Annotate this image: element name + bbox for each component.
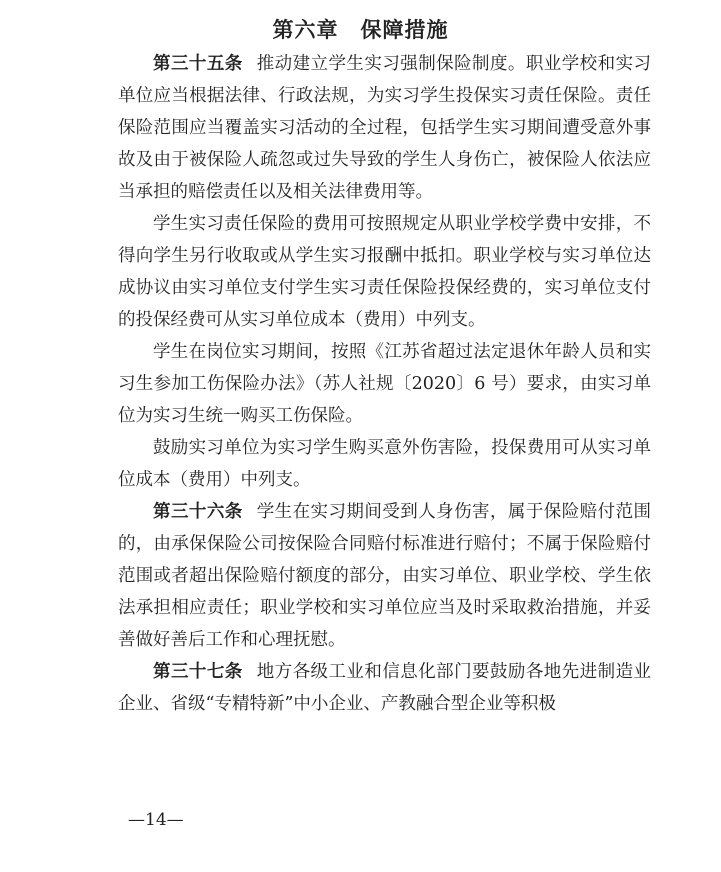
body-text bbox=[118, 48, 651, 720]
paragraph-insurance-fee bbox=[118, 208, 651, 336]
paragraph-text: 学生实习责任保险的费用可按照规定从职业学校学费中安排，不得向学生另行收取或从学生实习报酬中抵扣。职业学校与实习单位达成协议由实习单位支付学生实习责任保险投保经费的，实习单位支付的投保经费可从实习单位成本（费用）中列支。 bbox=[118, 214, 651, 330]
paragraph-text: 鼓励实习单位为实习学生购买意外伤害险，投保费用可从实习单位成本（费用）中列支。 bbox=[118, 438, 651, 490]
paragraph-text: 推动建立学生实习强制保险制度。职业学校和实习单位应当根据法律、行政法规，为实习学生投保实习责任保险。责任保险范围应当覆盖实习活动的全过程，包括学生实习期间遭受意外事故及由于被保险人疏忽或过失导致的学生人身伤亡，被保险人依法应当承担的赔偿责任以及相关法律费用等。 bbox=[118, 54, 652, 202]
paragraph-art37 bbox=[118, 656, 651, 720]
page-number: —14— bbox=[128, 810, 184, 830]
article-label-36: 第三十六条 bbox=[153, 502, 243, 522]
chapter-title: 第六章 保障措施 bbox=[272, 17, 449, 42]
paragraph-text: 地方各级工业和信息化部门要鼓励各地先进制造业企业、省级“专精特新”中小企业、产教融合型企业等积极 bbox=[118, 662, 652, 714]
paragraph-text: 学生在实习期间受到人身伤害，属于保险赔付范围的，由承保保险公司按保险合同赔付标准进行赔付；不属于保险赔付范围或者超出保险赔付额度的部分，由实习单位、职业学校、学生依法承担相应责任；职业学校和实习单位应当及时采取救治措施，并妥善做好善后工作和心理抚慰。 bbox=[118, 502, 652, 650]
paragraph-art35 bbox=[118, 48, 651, 208]
paragraph-art36 bbox=[118, 496, 651, 656]
paragraph-injury-insurance bbox=[118, 336, 651, 432]
article-label-37: 第三十七条 bbox=[153, 662, 243, 682]
article-label-35: 第三十五条 bbox=[153, 54, 243, 74]
paragraph-text: 学生在岗位实习期间，按照《江苏省超过法定退休年龄人员和实习生参加工伤保险办法》（苏人社规〔2020〕6 号）要求，由实习单位为实习生统一购买工伤保险。 bbox=[118, 342, 651, 426]
paragraph-accident-insurance bbox=[118, 432, 651, 496]
